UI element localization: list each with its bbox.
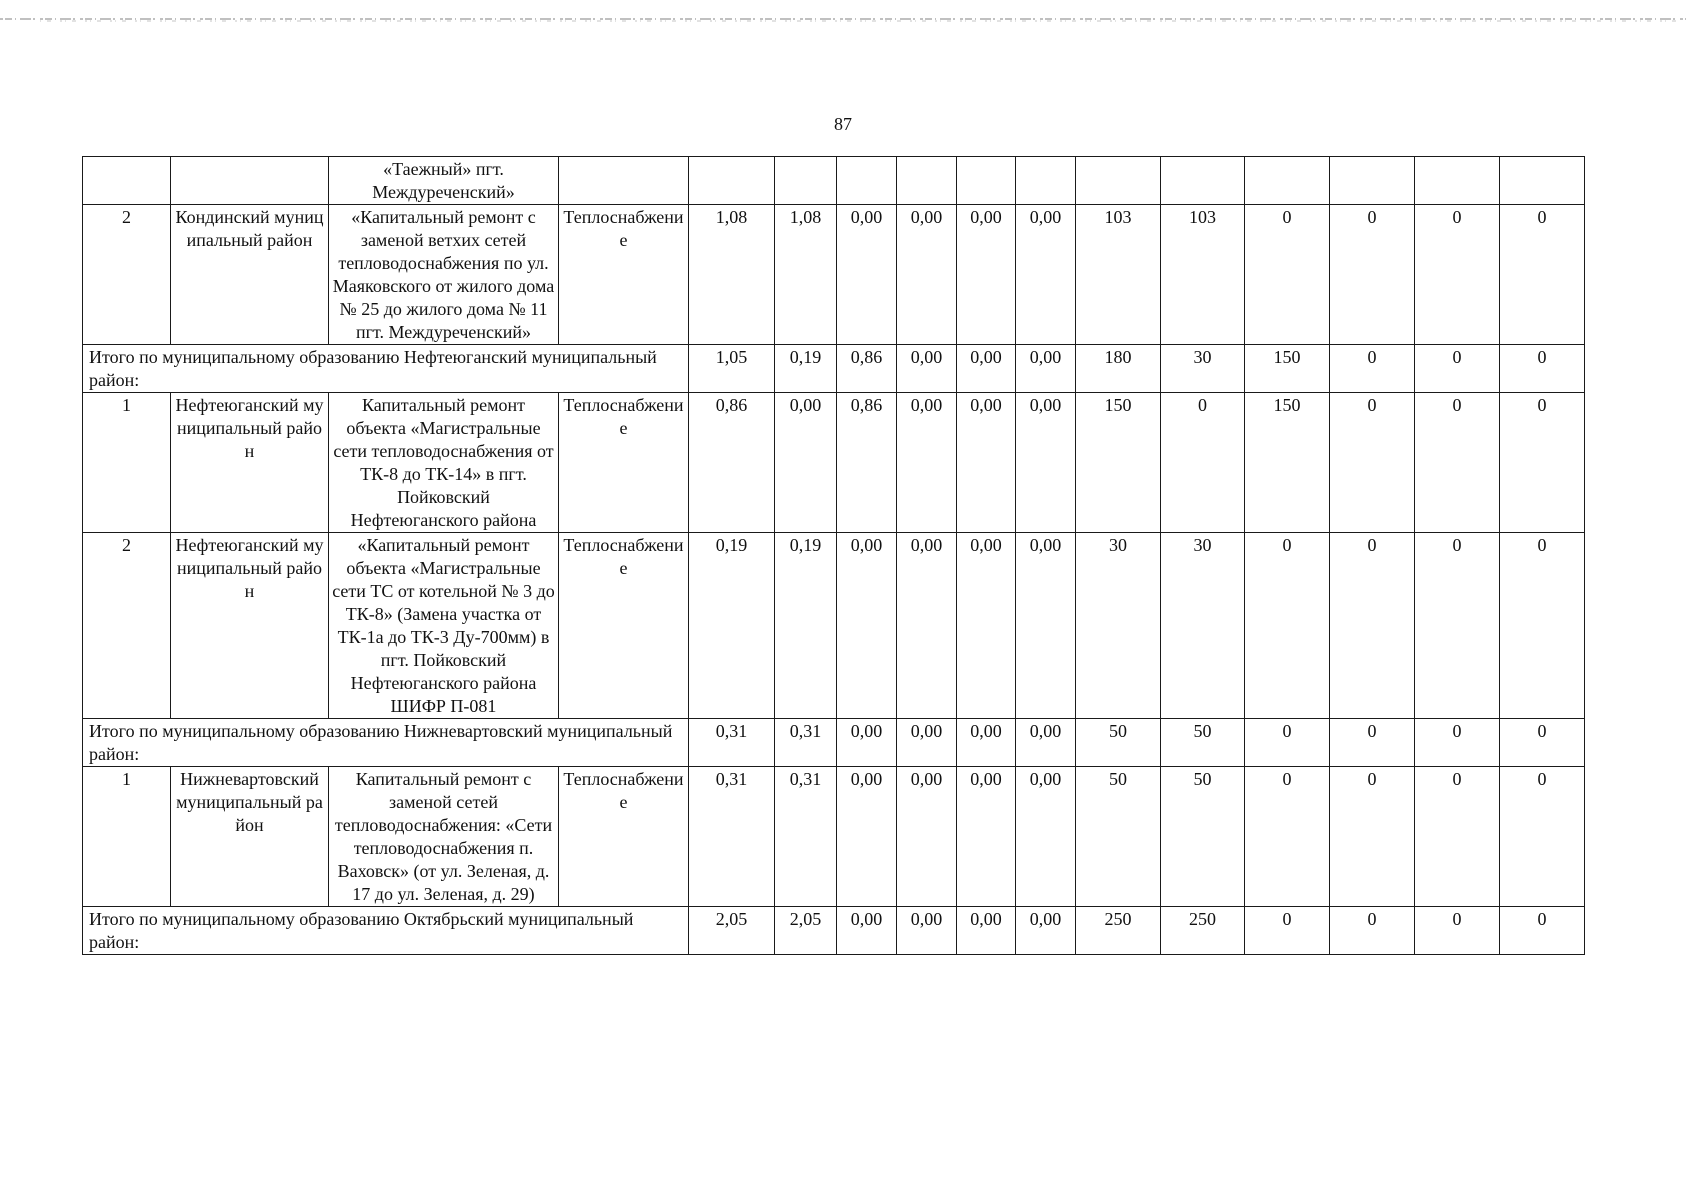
value-cell: 0,86: [837, 345, 897, 393]
value-cell: [689, 157, 775, 205]
value-cell: 0: [1330, 767, 1415, 907]
value-cell: [1415, 157, 1500, 205]
district-name: Нижневартовский муниципальный район: [171, 767, 329, 907]
value-cell: 150: [1245, 393, 1330, 533]
value-cell: 0,00: [897, 393, 957, 533]
value-cell: 0,00: [957, 205, 1016, 345]
value-cell: 30: [1161, 345, 1245, 393]
value-cell: 0,00: [1016, 767, 1076, 907]
object-name: Капитальный ремонт объекта «Магистральные сети тепловодоснабжения от ТК-8 до ТК-14» в пгт. Пойковский Нефтеюганского района: [329, 393, 559, 533]
value-cell: 0: [1330, 345, 1415, 393]
value-cell: 0,00: [897, 345, 957, 393]
value-cell: 0: [1415, 719, 1500, 767]
value-cell: 1,08: [775, 205, 837, 345]
value-cell: 0,19: [689, 533, 775, 719]
value-cell: 150: [1076, 393, 1161, 533]
value-cell: 0: [1500, 393, 1585, 533]
value-cell: 0,00: [1016, 719, 1076, 767]
value-cell: [1016, 157, 1076, 205]
value-cell: 30: [1076, 533, 1161, 719]
district-name: Нефтеюганский муниципальный район: [171, 393, 329, 533]
value-cell: [1161, 157, 1245, 205]
object-name: «Капитальный ремонт объекта «Магистральные сети ТС от котельной № 3 до ТК-8» (Замена участка от ТК-1а до ТК-3 Ду-700мм) в пгт. Пойковский Нефтеюганского района ШИФР П-081: [329, 533, 559, 719]
district-name: [171, 157, 329, 205]
value-cell: 0,00: [897, 767, 957, 907]
value-cell: 1,08: [689, 205, 775, 345]
value-cell: [1500, 157, 1585, 205]
value-cell: 0: [1245, 719, 1330, 767]
value-cell: 0,00: [837, 205, 897, 345]
value-cell: 0,00: [1016, 907, 1076, 955]
table-body: [83, 157, 1585, 955]
summary-label: Итого по муниципальному образованию Нефтеюганский муниципальный район:: [83, 345, 689, 393]
summary-row: [83, 345, 1585, 393]
value-cell: 0: [1415, 393, 1500, 533]
value-cell: 0: [1245, 767, 1330, 907]
service-type: Теплоснабжение: [559, 767, 689, 907]
district-name: Кондинский муниципальный район: [171, 205, 329, 345]
value-cell: 1,05: [689, 345, 775, 393]
value-cell: 2,05: [775, 907, 837, 955]
value-cell: 0,86: [689, 393, 775, 533]
value-cell: 0,00: [957, 533, 1016, 719]
value-cell: [897, 157, 957, 205]
value-cell: 0,31: [689, 767, 775, 907]
value-cell: 0,00: [957, 345, 1016, 393]
value-cell: 0,00: [1016, 345, 1076, 393]
value-cell: 0: [1500, 345, 1585, 393]
value-cell: 30: [1161, 533, 1245, 719]
summary-row: [83, 719, 1585, 767]
district-name: Нефтеюганский муниципальный район: [171, 533, 329, 719]
service-type: Теплоснабжение: [559, 205, 689, 345]
value-cell: 250: [1076, 907, 1161, 955]
value-cell: 0: [1500, 533, 1585, 719]
value-cell: 0,31: [689, 719, 775, 767]
summary-label: Итого по муниципальному образованию Нижневартовский муниципальный район:: [83, 719, 689, 767]
object-name: Капитальный ремонт с заменой сетей тепловодоснабжения: «Сети тепловодоснабжения п. Ваховск» (от ул. Зеленая, д. 17 до ул. Зеленая, д. 29): [329, 767, 559, 907]
value-cell: 0,00: [897, 907, 957, 955]
value-cell: 0: [1245, 205, 1330, 345]
value-cell: 0,00: [897, 205, 957, 345]
table-row: [83, 157, 1585, 205]
value-cell: 0: [1500, 767, 1585, 907]
value-cell: 0: [1500, 719, 1585, 767]
value-cell: 180: [1076, 345, 1161, 393]
value-cell: 0,00: [837, 767, 897, 907]
value-cell: 0,00: [897, 533, 957, 719]
value-cell: 0,00: [1016, 205, 1076, 345]
value-cell: 0,31: [775, 719, 837, 767]
value-cell: 0,00: [837, 719, 897, 767]
value-cell: 0: [1415, 907, 1500, 955]
value-cell: 0: [1161, 393, 1245, 533]
value-cell: [1076, 157, 1161, 205]
value-cell: 0: [1500, 205, 1585, 345]
value-cell: 50: [1161, 767, 1245, 907]
value-cell: 0,00: [837, 907, 897, 955]
table-row: [83, 533, 1585, 719]
row-number: 2: [83, 533, 171, 719]
value-cell: [837, 157, 897, 205]
row-number: 1: [83, 393, 171, 533]
value-cell: 0: [1330, 205, 1415, 345]
value-cell: 103: [1076, 205, 1161, 345]
value-cell: 0: [1415, 345, 1500, 393]
value-cell: 0: [1500, 907, 1585, 955]
value-cell: 0,00: [957, 767, 1016, 907]
value-cell: 150: [1245, 345, 1330, 393]
value-cell: [1245, 157, 1330, 205]
value-cell: [957, 157, 1016, 205]
data-table: [82, 156, 1585, 955]
table-row: [83, 393, 1585, 533]
table-row: [83, 767, 1585, 907]
service-type: Теплоснабжение: [559, 533, 689, 719]
value-cell: 0,00: [1016, 393, 1076, 533]
service-type: [559, 157, 689, 205]
value-cell: 0,31: [775, 767, 837, 907]
value-cell: 0: [1415, 767, 1500, 907]
row-number: 1: [83, 767, 171, 907]
value-cell: 50: [1076, 767, 1161, 907]
value-cell: [775, 157, 837, 205]
service-type: Теплоснабжение: [559, 393, 689, 533]
value-cell: 50: [1076, 719, 1161, 767]
value-cell: 0: [1245, 533, 1330, 719]
value-cell: 0,00: [897, 719, 957, 767]
value-cell: 0: [1415, 533, 1500, 719]
value-cell: 0: [1330, 907, 1415, 955]
value-cell: 0,00: [1016, 533, 1076, 719]
value-cell: 0,00: [957, 719, 1016, 767]
value-cell: 0: [1330, 533, 1415, 719]
object-name: «Таежный» пгт. Междуреченский»: [329, 157, 559, 205]
table-row: [83, 205, 1585, 345]
value-cell: 0: [1330, 393, 1415, 533]
scan-edge-noise: [0, 14, 1686, 24]
value-cell: 0,19: [775, 533, 837, 719]
value-cell: 0,19: [775, 345, 837, 393]
value-cell: 103: [1161, 205, 1245, 345]
summary-label: Итого по муниципальному образованию Октябрьский муниципальный район:: [83, 907, 689, 955]
row-number: 2: [83, 205, 171, 345]
value-cell: 0,86: [837, 393, 897, 533]
value-cell: 0,00: [775, 393, 837, 533]
value-cell: 0: [1330, 719, 1415, 767]
value-cell: 250: [1161, 907, 1245, 955]
page-number: 87: [834, 114, 852, 134]
value-cell: 0,00: [837, 533, 897, 719]
object-name: «Капитальный ремонт с заменой ветхих сетей тепловодоснабжения по ул. Маяковского от жилого дома № 25 до жилого дома № 11 пгт. Междуреченский»: [329, 205, 559, 345]
summary-row: [83, 907, 1585, 955]
value-cell: 0: [1245, 907, 1330, 955]
value-cell: 50: [1161, 719, 1245, 767]
value-cell: 0: [1415, 205, 1500, 345]
value-cell: 0,00: [957, 907, 1016, 955]
row-number: [83, 157, 171, 205]
value-cell: 2,05: [689, 907, 775, 955]
value-cell: 0,00: [957, 393, 1016, 533]
value-cell: [1330, 157, 1415, 205]
